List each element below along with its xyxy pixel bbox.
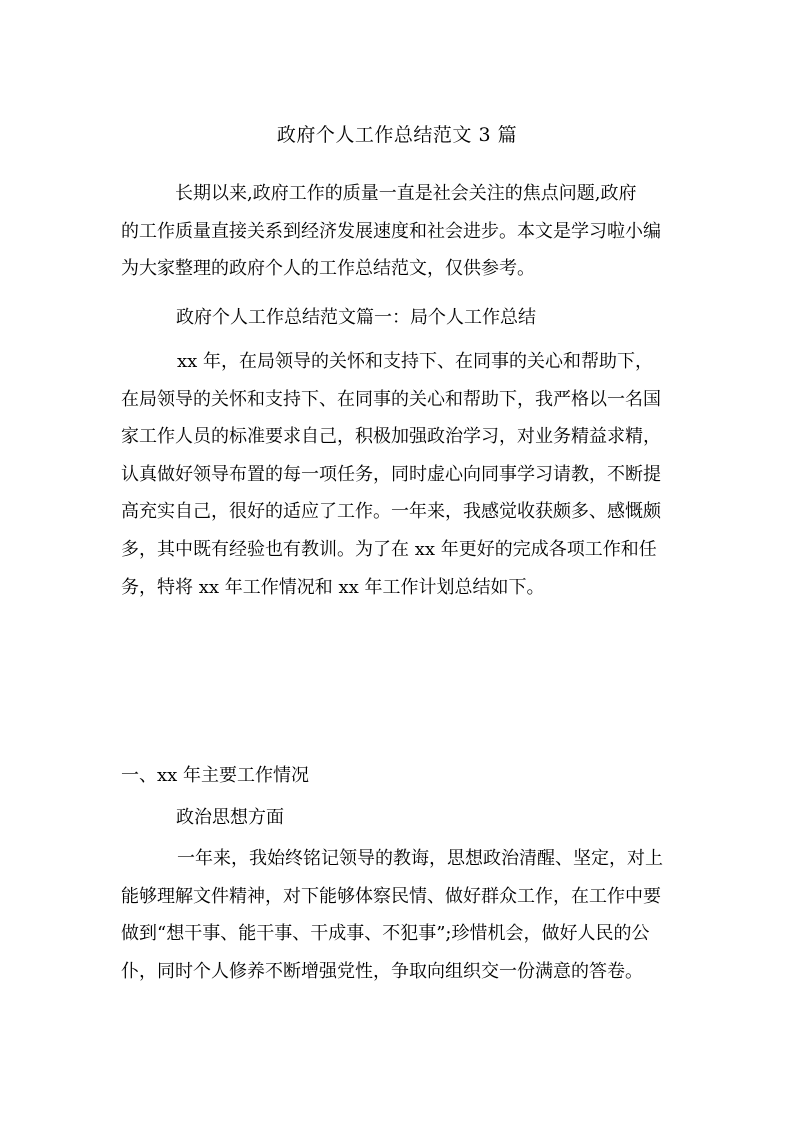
- document-title: 政府个人工作总结范文 3 篇: [276, 124, 518, 146]
- section-subheading: 政治思想方面: [176, 807, 284, 828]
- section-heading: 一、xx 年主要工作情况: [121, 765, 310, 786]
- article-subtitle: 政府个人工作总结范文篇一：局个人工作总结: [176, 307, 536, 328]
- body-paragraph-2: 一年来，我始终铭记领导的教诲，思想政治清醒、坚定，对上 能够理解文件精神，对下能够体察民情、做好群众工作，在工作中要 做到“想干事、能干事、干成事、不犯事”;珍惜机会，做好人民的公 仆，同时个人修养不断增强党性，争取向组织交一份满意的答卷。: [121, 848, 663, 982]
- intro-paragraph: 长期以来,政府工作的质量一直是社会关注的焦点问题,政府 的工作质量直接关系到经济发展速度和社会进步。本文是学习啦小编 为大家整理的政府个人的工作总结范文，仅供参考。: [121, 183, 661, 280]
- body-paragraph-1: xx 年，在局领导的关怀和支持下、在同事的关心和帮助下， 在局领导的关怀和支持下、在同事的关心和帮助下，我严格以一名国 家工作人员的标准要求自己，积极加强政治学习，对业务精益求精， 认真做好领导布置的每一项任务，同时虚心向同事学习请教，不断提 高充实自己，很好的适应了工作。一年来，我感觉收获颇多、感慨颇 多，其中既有经验也有教训。为了在 xx 年更好的完成各项工作和任 务，特将 xx 年工作情况和 xx 年工作计划总结如下。: [121, 351, 661, 598]
